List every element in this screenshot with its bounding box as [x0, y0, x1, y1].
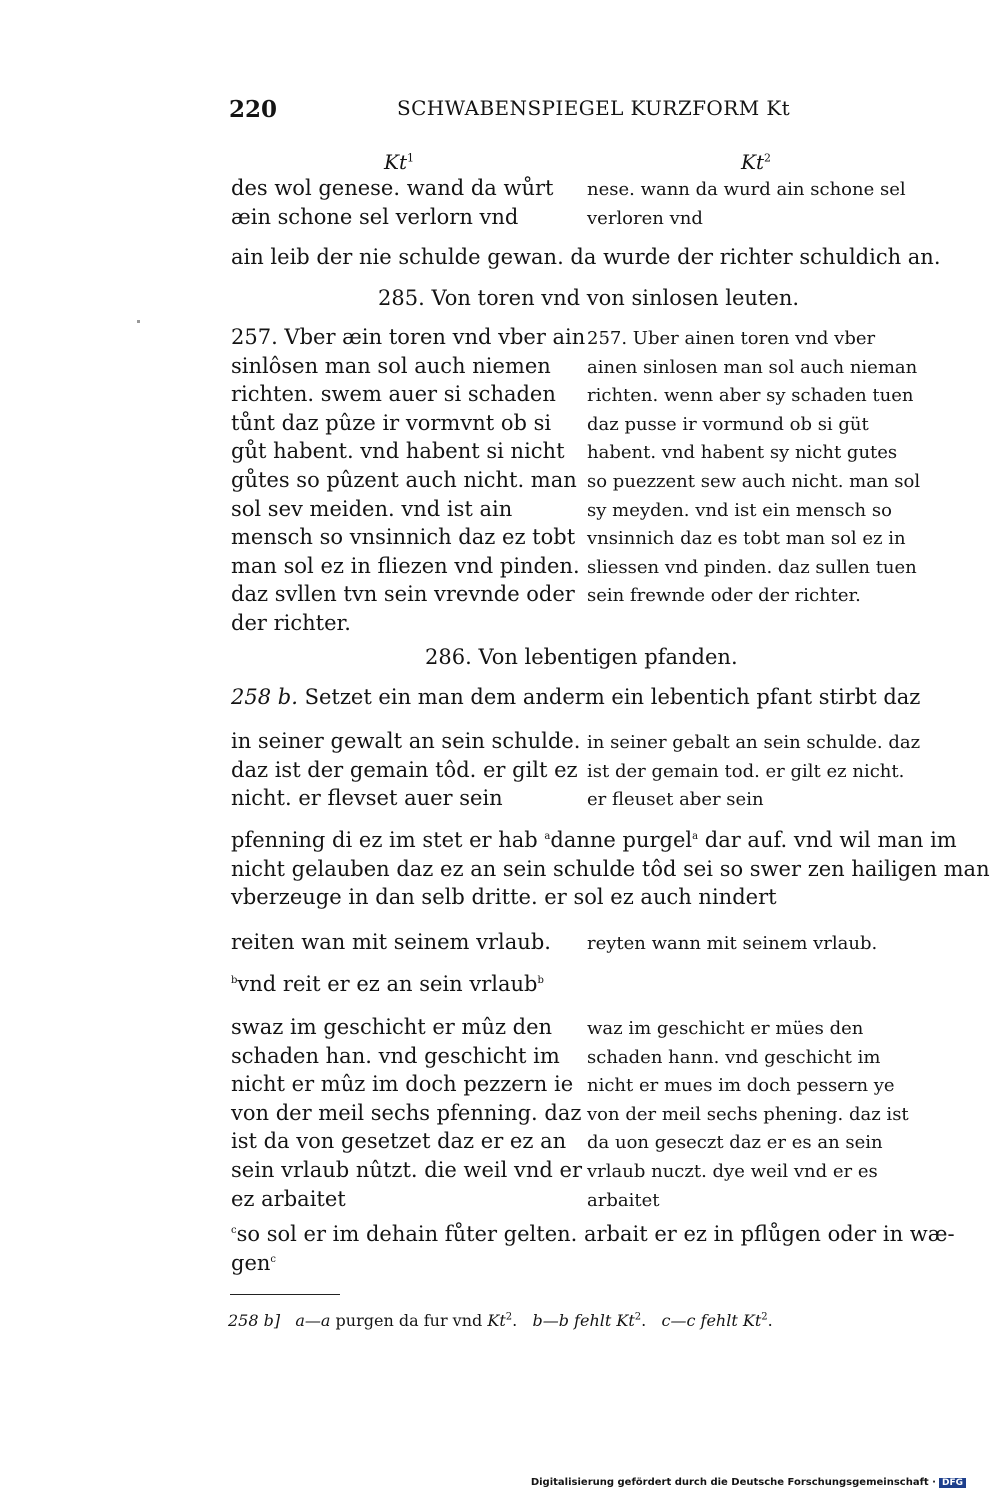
text-line: nese. wann da wurd ain schone sel — [587, 179, 906, 200]
text-line: vnsinnich daz es tobt man sol ez in — [587, 528, 906, 550]
full-width-block-2 — [231, 826, 990, 912]
text-line: ist da von gesetzet daz er ez an — [231, 1129, 567, 1154]
text-line: arbaitet — [587, 1189, 660, 1211]
text-line: 257. Vber æin toren vnd vber ain — [231, 325, 586, 349]
text-line: man sol ez in fliezen vnd pinden. — [231, 553, 580, 578]
full-width-block-3 — [231, 1220, 955, 1277]
text-line: daz pusse ir vormund ob si güt — [587, 413, 869, 435]
left-column-block-2 — [231, 323, 585, 638]
text-line: da uon geseczt daz er es an sein — [587, 1132, 883, 1154]
text-line: swaz im geschicht er mûz den — [231, 1015, 553, 1039]
text-line: der richter. — [231, 610, 351, 635]
section-heading-285: 285. Von toren vnd von sinlosen leuten. — [378, 286, 800, 310]
text-line: ainen sinlosen man sol auch nieman — [587, 356, 918, 378]
footnote: 258 b] a—a purgen da fur vnd Kt$^2$. b—b fehlt Kt$^2$. c—c fehlt Kt$^2$. — [228, 1311, 773, 1330]
text-line: in seiner gebalt an sein schulde. daz — [587, 732, 921, 753]
text-line: von der meil sechs pfenning. daz — [231, 1100, 582, 1125]
text-line: gen$^c$ — [231, 1250, 277, 1275]
column-heading-kt2: Kt$^2$ — [741, 150, 771, 174]
left-column-block-1 — [231, 174, 553, 231]
text-line: schaden han. vnd geschicht im — [231, 1043, 560, 1068]
text-line: gůtes so pûzent auch nicht. man — [231, 467, 577, 492]
text-line: schaden hann. vnd geschicht im — [587, 1046, 881, 1068]
text-line: sy meyden. vnd ist ein mensch so — [587, 499, 892, 521]
text-line: 257. Uber ainen toren vnd vber — [587, 328, 876, 349]
right-column-block-3 — [587, 729, 920, 815]
paragraph-258b-opening: 258 b. Setzet ein man dem anderm ein lebentich pfant stirbt daz — [231, 685, 921, 709]
text-line: mensch so vnsinnich daz ez tobt — [231, 525, 576, 550]
right-column-block-2 — [587, 325, 920, 611]
text-line: habent. vnd habent sy nicht gutes — [587, 442, 898, 464]
footnote-rule — [230, 1294, 340, 1295]
page-number: 220 — [229, 96, 278, 123]
left-column-block-3 — [231, 727, 580, 813]
text-line: daz ist der gemain tôd. er gilt ez — [231, 757, 578, 782]
text-line: in seiner gewalt an sein schulde. — [231, 729, 581, 753]
text-line: sol sev meiden. vnd ist ain — [231, 496, 513, 521]
text-line: nicht. er flevset auer sein — [231, 786, 503, 811]
text-line: richten. wenn aber sy schaden tuen — [587, 385, 914, 407]
text-line: nicht gelauben daz ez an sein schulde tôd sei so swer zen hailigen man — [231, 856, 990, 881]
text-line: von der meil sechs phening. daz ist — [587, 1103, 909, 1125]
text-line: sliessen vnd pinden. daz sullen tuen — [587, 556, 917, 578]
text-line: sein frewnde oder der richter. — [587, 585, 861, 607]
section-heading-286: 286. Von lebentigen pfanden. — [425, 645, 738, 669]
variant-line-b: $^b$vnd reit er ez an sein vrlaub$^b$ — [231, 972, 544, 996]
text-line: pfenning di ez im stet er hab $^a$danne purgel$^a$ dar auf. vnd wil man im — [231, 828, 957, 852]
text-line: gůt habent. vnd habent si nicht — [231, 439, 565, 464]
text-line: ez arbaitet — [231, 1186, 346, 1211]
text-line: des wol genese. wand da wůrt — [231, 176, 554, 200]
left-column-block-5 — [231, 1013, 582, 1213]
text-line: nicht er mûz im doch pezzern ie — [231, 1072, 574, 1097]
column-heading-kt1: Kt$^1$ — [384, 150, 414, 174]
running-title: SCHWABENSPIEGEL KURZFORM Kt — [397, 96, 791, 120]
text-line: er fleuset aber sein — [587, 789, 764, 811]
text-line: sein vrlaub nûtzt. die weil vnd er — [231, 1157, 582, 1182]
dfg-logo-icon: DFG — [939, 1478, 966, 1488]
text-line: verloren vnd — [587, 207, 703, 229]
text-line: waz im geschicht er mües den — [587, 1018, 864, 1039]
text-line: so puezzent sew auch nicht. man sol — [587, 470, 921, 492]
text-line: vrlaub nuczt. dye weil vnd er es — [587, 1160, 878, 1182]
text-line: tůnt daz pûze ir vormvnt ob si — [231, 410, 552, 435]
right-column-block-4: reyten wann mit seinem vrlaub. — [587, 933, 878, 954]
text-line: sinlôsen man sol auch niemen — [231, 353, 551, 378]
text-line: ist der gemain tod. er gilt ez nicht. — [587, 760, 905, 782]
full-width-line-1: ain leib der nie schulde gewan. da wurde der richter schuldich an. — [231, 245, 941, 269]
right-column-block-5 — [587, 1015, 909, 1215]
left-column-block-4: reiten wan mit seinem vrlaub. — [231, 930, 551, 954]
right-column-block-1 — [587, 176, 906, 233]
digitization-notice: Digitalisierung gefördert durch die Deutsche Forschungsgemeinschaft · DFG — [531, 1477, 966, 1488]
text-line: vberzeuge in dan selb dritte. er sol ez auch nindert — [231, 885, 777, 910]
text-line: $^c$so sol er im dehain fůter gelten. arbait er ez in pflůgen oder in wæ- — [231, 1222, 955, 1246]
text-line: nicht er mues im doch pessern ye — [587, 1075, 895, 1097]
scan-speck — [137, 320, 140, 323]
text-line: daz svllen tvn sein vrevnde oder — [231, 582, 575, 607]
text-line: richten. swem auer si schaden — [231, 382, 556, 407]
text-line: æin schone sel verlorn vnd — [231, 204, 519, 229]
